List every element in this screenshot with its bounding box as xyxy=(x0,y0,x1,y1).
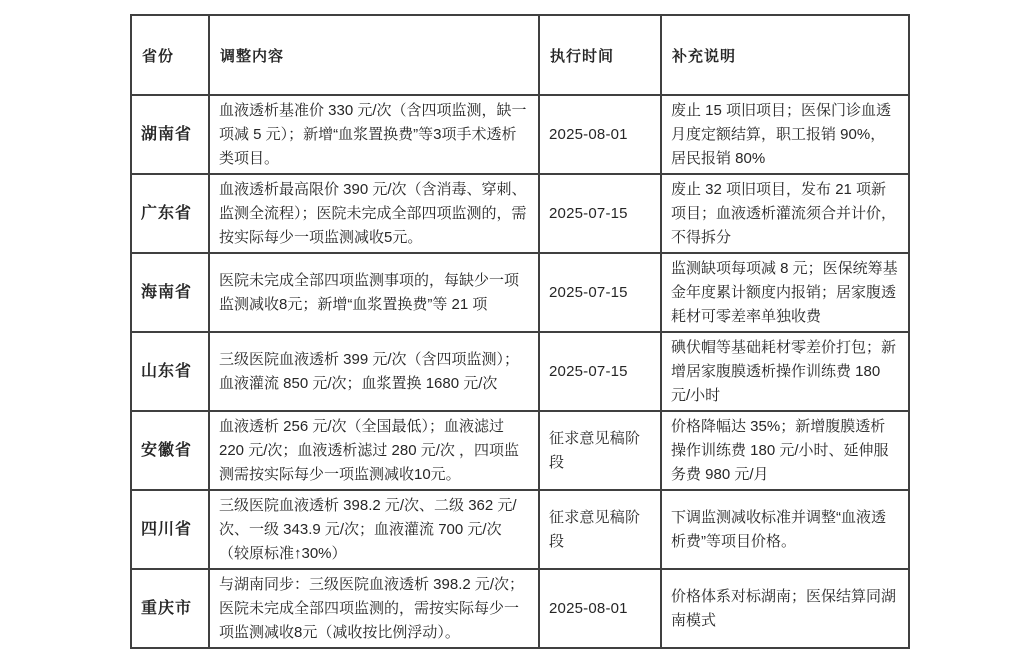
table-row xyxy=(131,332,909,411)
table-row xyxy=(131,253,909,332)
cell-adjustment-content: 与湖南同步：三级医院血液透析 398.2 元/次；医院未完成全部四项监测的，需按实际每少一项监测减收8元（减收按比例浮动）。 xyxy=(209,569,539,648)
cell-adjustment-content: 三级医院血液透析 398.2 元/次、二级 362 元/次、一级 343.9 元/次；血液灌流 700 元/次（较原标准↑30%） xyxy=(209,490,539,569)
cell-adjustment-content: 血液透析最高限价 390 元/次（含消毒、穿刺、监测全流程）；医院未完成全部四项监测的，需按实际每少一项监测减收5元。 xyxy=(209,174,539,253)
cell-province: 山东省 xyxy=(131,332,209,411)
cell-execution-time: 2025-07-15 xyxy=(539,332,661,411)
table-row xyxy=(131,569,909,648)
cell-province: 广东省 xyxy=(131,174,209,253)
cell-adjustment-content: 血液透析基准价 330 元/次（含四项监测，缺一项减 5 元）；新增“血浆置换费”等3项手术透析类项目。 xyxy=(209,95,539,174)
cell-adjustment-content: 三级医院血液透析 399 元/次（含四项监测）；血液灌流 850 元/次；血浆置换 1680 元/次 xyxy=(209,332,539,411)
table-row xyxy=(131,490,909,569)
header-execution-time: 执行时间 xyxy=(539,15,661,95)
cell-province: 海南省 xyxy=(131,253,209,332)
cell-province: 湖南省 xyxy=(131,95,209,174)
cell-supplementary-note: 废止 32 项旧项目，发布 21 项新项目；血液透析灌流须合并计价，不得拆分 xyxy=(661,174,909,253)
table-header-row xyxy=(131,15,909,95)
cell-supplementary-note: 监测缺项每项减 8 元；医保统筹基金年度累计额度内报销；居家腹透耗材可零差率单独收费 xyxy=(661,253,909,332)
cell-supplementary-note: 价格体系对标湖南；医保结算同湖南模式 xyxy=(661,569,909,648)
cell-execution-time: 征求意见稿阶段 xyxy=(539,411,661,490)
header-supplementary-notes: 补充说明 xyxy=(661,15,909,95)
cell-adjustment-content: 医院未完成全部四项监测事项的，每缺少一项监测减收8元；新增“血浆置换费”等 21 项 xyxy=(209,253,539,332)
table-row xyxy=(131,411,909,490)
cell-execution-time: 征求意见稿阶段 xyxy=(539,490,661,569)
cell-supplementary-note: 价格降幅达 35%；新增腹膜透析操作训练费 180 元/小时、延伸服务费 980 元/月 xyxy=(661,411,909,490)
dialysis-price-table xyxy=(130,14,910,649)
header-adjustment-content: 调整内容 xyxy=(209,15,539,95)
cell-supplementary-note: 碘伏帽等基础耗材零差价打包；新增居家腹膜透析操作训练费 180 元/小时 xyxy=(661,332,909,411)
cell-adjustment-content: 血液透析 256 元/次（全国最低）；血液滤过 220 元/次；血液透析滤过 280 元/次 ，四项监测需按实际每少一项监测减收10元。 xyxy=(209,411,539,490)
cell-province: 四川省 xyxy=(131,490,209,569)
header-province: 省份 xyxy=(131,15,209,95)
cell-province: 安徽省 xyxy=(131,411,209,490)
table-row xyxy=(131,174,909,253)
table-row xyxy=(131,95,909,174)
cell-supplementary-note: 下调监测减收标准并调整“血液透析费”等项目价格。 xyxy=(661,490,909,569)
cell-province: 重庆市 xyxy=(131,569,209,648)
cell-execution-time: 2025-08-01 xyxy=(539,95,661,174)
cell-execution-time: 2025-07-15 xyxy=(539,253,661,332)
cell-supplementary-note: 废止 15 项旧项目；医保门诊血透月度定额结算，职工报销 90%，居民报销 80% xyxy=(661,95,909,174)
cell-execution-time: 2025-08-01 xyxy=(539,569,661,648)
cell-execution-time: 2025-07-15 xyxy=(539,174,661,253)
